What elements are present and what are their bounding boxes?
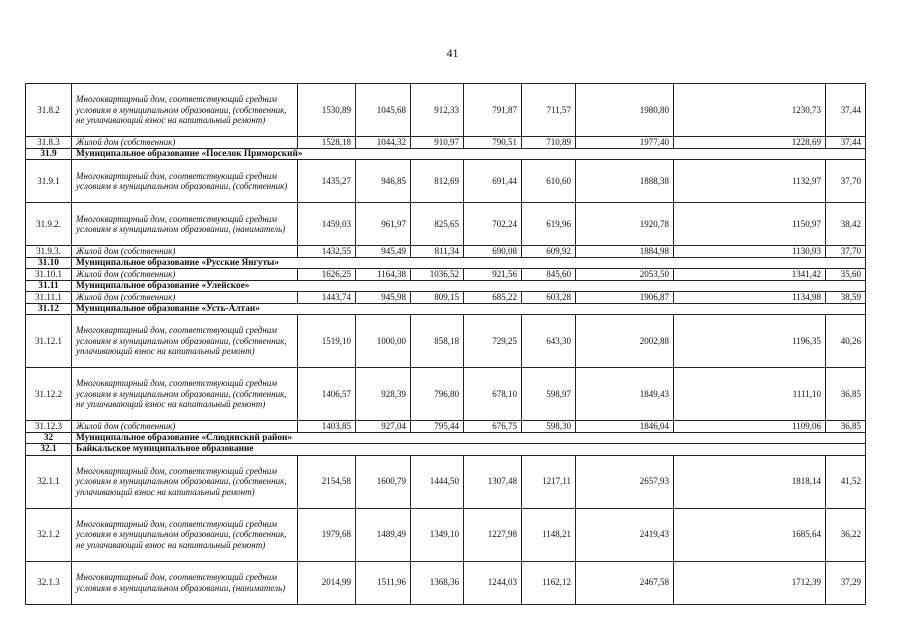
value-cell: 1230,73 — [674, 84, 826, 137]
section-title: Муниципальное образование «Поселок Приморский» — [72, 148, 298, 160]
value-cell: 1045,68 — [356, 84, 411, 137]
table-row — [26, 421, 866, 433]
section-row — [26, 280, 866, 292]
value-cell: 1162,12 — [522, 561, 576, 604]
value-cell: 858,18 — [411, 315, 464, 368]
value-cell: 1530,89 — [298, 84, 356, 137]
row-code: 31.12.2 — [26, 368, 72, 421]
empty-cell — [356, 148, 411, 160]
value-cell: 1712,39 — [674, 561, 826, 604]
section-code: 31.10 — [26, 257, 72, 269]
value-cell: 38,42 — [826, 203, 866, 246]
value-cell: 1444,50 — [411, 455, 464, 508]
value-cell: 1511,96 — [356, 561, 411, 604]
value-cell: 1403,85 — [298, 421, 356, 433]
empty-cell — [522, 432, 576, 444]
section-code: 31.11 — [26, 280, 72, 292]
row-code: 31.9.2. — [26, 203, 72, 246]
value-cell: 1217,11 — [522, 455, 576, 508]
value-cell: 811,34 — [411, 246, 464, 258]
value-cell: 2657,93 — [576, 455, 674, 508]
table-row — [26, 160, 866, 203]
value-cell: 1528,18 — [298, 137, 356, 149]
value-cell: 796,80 — [411, 368, 464, 421]
empty-cell — [411, 303, 464, 315]
value-cell: 603,28 — [522, 292, 576, 304]
section-code: 32.1 — [26, 444, 72, 456]
empty-cell — [826, 148, 866, 160]
empty-cell — [464, 432, 522, 444]
table-row — [26, 561, 866, 604]
value-cell: 1685,64 — [674, 508, 826, 561]
value-cell: 1109,06 — [674, 421, 826, 433]
value-cell: 38,59 — [826, 292, 866, 304]
empty-cell — [576, 148, 674, 160]
row-description: Жилой дом (собственник) — [72, 246, 298, 258]
empty-cell — [826, 303, 866, 315]
value-cell: 945,49 — [356, 246, 411, 258]
row-code: 31.9.3. — [26, 246, 72, 258]
value-cell: 609,92 — [522, 246, 576, 258]
empty-cell — [576, 432, 674, 444]
section-row — [26, 303, 866, 315]
row-description: Многоквартирный дом, соответствующий средним условиям в муниципальном образовании, (собственник, не уплачивающий взнос на капитальный ремонт) — [72, 368, 298, 421]
value-cell: 37,70 — [826, 160, 866, 203]
table-row — [26, 137, 866, 149]
table-row — [26, 508, 866, 561]
value-cell: 1227,98 — [464, 508, 522, 561]
empty-cell — [356, 257, 411, 269]
value-cell: 41,52 — [826, 455, 866, 508]
value-cell: 1368,36 — [411, 561, 464, 604]
value-cell: 927,04 — [356, 421, 411, 433]
section-title: Муниципальное образование «Усть-Алтан» — [72, 303, 298, 315]
value-cell: 1228,69 — [674, 137, 826, 149]
section-row — [26, 444, 866, 456]
row-description: Жилой дом (собственник) — [72, 137, 298, 149]
value-cell: 676,75 — [464, 421, 522, 433]
value-cell: 910,97 — [411, 137, 464, 149]
value-cell: 1435,27 — [298, 160, 356, 203]
section-code: 32 — [26, 432, 72, 444]
value-cell: 711,57 — [522, 84, 576, 137]
table-row — [26, 246, 866, 258]
row-code: 31.8.3 — [26, 137, 72, 149]
value-cell: 1432,55 — [298, 246, 356, 258]
value-cell: 2467,58 — [576, 561, 674, 604]
value-cell: 678,10 — [464, 368, 522, 421]
value-cell: 619,96 — [522, 203, 576, 246]
value-cell: 1459,03 — [298, 203, 356, 246]
value-cell: 36,22 — [826, 508, 866, 561]
value-cell: 1036,52 — [411, 269, 464, 281]
row-code: 32.1.1 — [26, 455, 72, 508]
empty-cell — [826, 280, 866, 292]
value-cell: 1150,97 — [674, 203, 826, 246]
value-cell: 610,60 — [522, 160, 576, 203]
row-description: Многоквартирный дом, соответствующий средним условиям в муниципальном образовании, (собственник, уплачивающий взнос на капитальный ремонт) — [72, 315, 298, 368]
value-cell: 921,56 — [464, 269, 522, 281]
value-cell: 729,25 — [464, 315, 522, 368]
section-row — [26, 148, 866, 160]
empty-cell — [522, 257, 576, 269]
value-cell: 1977,40 — [576, 137, 674, 149]
row-code: 31.12.1 — [26, 315, 72, 368]
empty-cell — [356, 280, 411, 292]
value-cell: 1920,78 — [576, 203, 674, 246]
empty-cell — [576, 257, 674, 269]
table-row — [26, 315, 866, 368]
value-cell: 912,33 — [411, 84, 464, 137]
value-cell: 1979,68 — [298, 508, 356, 561]
value-cell: 1519,10 — [298, 315, 356, 368]
empty-cell — [411, 148, 464, 160]
empty-cell — [464, 257, 522, 269]
empty-cell — [674, 432, 826, 444]
value-cell: 1489,49 — [356, 508, 411, 561]
value-cell: 1044,32 — [356, 137, 411, 149]
value-cell: 1849,43 — [576, 368, 674, 421]
value-cell: 710,89 — [522, 137, 576, 149]
value-cell: 37,29 — [826, 561, 866, 604]
empty-cell — [576, 280, 674, 292]
empty-cell — [576, 303, 674, 315]
row-code: 31.11.1 — [26, 292, 72, 304]
row-code: 32.1.2 — [26, 508, 72, 561]
empty-cell — [298, 148, 356, 160]
value-cell: 791,87 — [464, 84, 522, 137]
empty-cell — [674, 148, 826, 160]
empty-cell — [411, 280, 464, 292]
empty-cell — [826, 444, 866, 456]
empty-cell — [411, 432, 464, 444]
value-cell: 37,44 — [826, 84, 866, 137]
value-cell: 2154,58 — [298, 455, 356, 508]
value-cell: 36,85 — [826, 421, 866, 433]
empty-cell — [674, 257, 826, 269]
value-cell: 825,65 — [411, 203, 464, 246]
value-cell: 702,24 — [464, 203, 522, 246]
row-description: Многоквартирный дом, соответствующий средним условиям в муниципальном образовании, (собственник, не уплачивающий взнос на капитальный ремонт) — [72, 508, 298, 561]
value-cell: 2053,50 — [576, 269, 674, 281]
table-body — [26, 84, 866, 605]
value-cell: 1196,35 — [674, 315, 826, 368]
value-cell: 685,22 — [464, 292, 522, 304]
value-cell: 40,26 — [826, 315, 866, 368]
row-code: 31.12.3 — [26, 421, 72, 433]
value-cell: 1164,38 — [356, 269, 411, 281]
value-cell: 2014,99 — [298, 561, 356, 604]
table-row — [26, 84, 866, 137]
row-description: Жилой дом (собственник) — [72, 269, 298, 281]
value-cell: 37,44 — [826, 137, 866, 149]
empty-cell — [464, 303, 522, 315]
section-row — [26, 432, 866, 444]
empty-cell — [826, 257, 866, 269]
value-cell: 598,30 — [522, 421, 576, 433]
value-cell: 35,60 — [826, 269, 866, 281]
section-row — [26, 257, 866, 269]
table-row — [26, 292, 866, 304]
row-code: 31.10.1 — [26, 269, 72, 281]
page-number: 41 — [446, 46, 459, 60]
row-description: Многоквартирный дом, соответствующий средним условиям в муниципальном образовании, (наниматель) — [72, 561, 298, 604]
row-code: 32.1.3 — [26, 561, 72, 604]
row-description: Жилой дом (собственник) — [72, 421, 298, 433]
row-code: 31.8.2 — [26, 84, 72, 137]
table-row — [26, 455, 866, 508]
empty-cell — [356, 432, 411, 444]
row-code: 31.9.1 — [26, 160, 72, 203]
section-code: 31.12 — [26, 303, 72, 315]
value-cell: 1443,74 — [298, 292, 356, 304]
value-cell: 643,30 — [522, 315, 576, 368]
empty-cell — [522, 148, 576, 160]
empty-cell — [522, 303, 576, 315]
value-cell: 2419,43 — [576, 508, 674, 561]
value-cell: 1818,14 — [674, 455, 826, 508]
row-description: Многоквартирный дом, соответствующий средним условиям в муниципальном образовании, (собственник) — [72, 160, 298, 203]
empty-cell — [356, 444, 411, 456]
empty-cell — [298, 432, 356, 444]
value-cell: 1884,98 — [576, 246, 674, 258]
section-code: 31.9 — [26, 148, 72, 160]
row-description: Жилой дом (собственник) — [72, 292, 298, 304]
row-description: Многоквартирный дом, соответствующий средним условиям в муниципальном образовании, (собственник, не уплачивающий взнос на капитальный ремонт) — [72, 84, 298, 137]
value-cell: 1888,38 — [576, 160, 674, 203]
value-cell: 1134,98 — [674, 292, 826, 304]
table-row — [26, 368, 866, 421]
empty-cell — [576, 444, 674, 456]
value-cell: 961,97 — [356, 203, 411, 246]
empty-cell — [826, 432, 866, 444]
value-cell: 1349,10 — [411, 508, 464, 561]
table-row — [26, 269, 866, 281]
value-cell: 1980,80 — [576, 84, 674, 137]
empty-cell — [411, 257, 464, 269]
section-title: Муниципальное образование «Улейское» — [72, 280, 298, 292]
empty-cell — [411, 444, 464, 456]
value-cell: 795,44 — [411, 421, 464, 433]
empty-cell — [356, 303, 411, 315]
value-cell: 1906,87 — [576, 292, 674, 304]
empty-cell — [298, 303, 356, 315]
value-cell: 1600,79 — [356, 455, 411, 508]
value-cell: 809,15 — [411, 292, 464, 304]
value-cell: 691,44 — [464, 160, 522, 203]
value-cell: 790,51 — [464, 137, 522, 149]
value-cell: 845,60 — [522, 269, 576, 281]
empty-cell — [298, 280, 356, 292]
value-cell: 690,08 — [464, 246, 522, 258]
value-cell: 1341,42 — [674, 269, 826, 281]
value-cell: 36,85 — [826, 368, 866, 421]
value-cell: 598,97 — [522, 368, 576, 421]
value-cell: 1000,00 — [356, 315, 411, 368]
value-cell: 946,85 — [356, 160, 411, 203]
empty-cell — [674, 444, 826, 456]
value-cell: 2002,88 — [576, 315, 674, 368]
empty-cell — [464, 280, 522, 292]
empty-cell — [464, 444, 522, 456]
table-row — [26, 203, 866, 246]
section-title: Муниципальное образование «Русские Янгуты» — [72, 257, 298, 269]
value-cell: 1626,25 — [298, 269, 356, 281]
empty-cell — [522, 280, 576, 292]
value-cell: 37,70 — [826, 246, 866, 258]
value-cell: 928,39 — [356, 368, 411, 421]
value-cell: 812,69 — [411, 160, 464, 203]
row-description: Многоквартирный дом, соответствующий средним условиям в муниципальном образовании, (собственник, уплачивающий взнос на капитальный ремонт) — [72, 455, 298, 508]
row-description: Многоквартирный дом, соответствующий средним условиям в муниципальном образовании, (наниматель) — [72, 203, 298, 246]
empty-cell — [522, 444, 576, 456]
value-cell: 1406,57 — [298, 368, 356, 421]
empty-cell — [298, 257, 356, 269]
section-title: Байкальское муниципальное образование — [72, 444, 298, 456]
tariff-table — [25, 83, 866, 605]
value-cell: 1130,93 — [674, 246, 826, 258]
value-cell: 1846,04 — [576, 421, 674, 433]
value-cell: 1148,21 — [522, 508, 576, 561]
empty-cell — [674, 280, 826, 292]
value-cell: 1244,03 — [464, 561, 522, 604]
value-cell: 1307,48 — [464, 455, 522, 508]
section-title: Муниципальное образование «Слюдянский район» — [72, 432, 298, 444]
value-cell: 1132,97 — [674, 160, 826, 203]
value-cell: 945,98 — [356, 292, 411, 304]
empty-cell — [674, 303, 826, 315]
empty-cell — [464, 148, 522, 160]
empty-cell — [298, 444, 356, 456]
value-cell: 1111,10 — [674, 368, 826, 421]
